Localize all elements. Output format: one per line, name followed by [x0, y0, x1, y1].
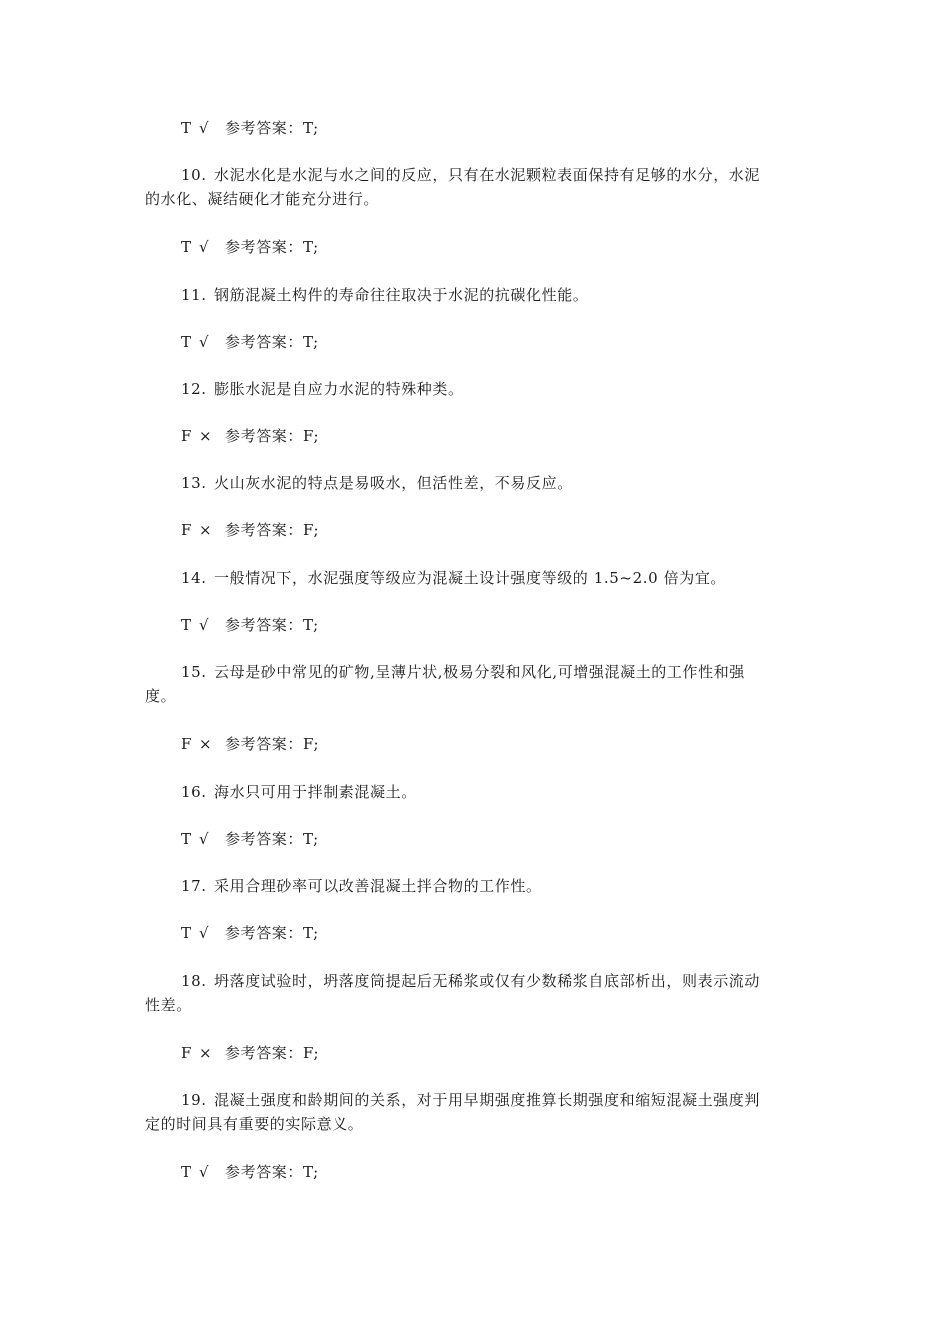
answer-choice: F: [181, 427, 193, 445]
question-16: [181, 781, 417, 803]
question-13: [181, 472, 573, 494]
answer-line: [181, 614, 319, 636]
question-18-continuation: 性差。: [145, 996, 192, 1014]
answer-line: [181, 733, 319, 755]
answer-mark: ×: [199, 735, 213, 753]
answer-line: [181, 1042, 319, 1064]
question-text: 海水只可用于拌制素混凝土。: [214, 783, 417, 801]
answer-choice: F: [181, 1044, 193, 1062]
answer-reference: 参考答案：T;: [225, 238, 319, 256]
question-17: [181, 875, 542, 897]
answer-mark: √: [199, 119, 210, 137]
answer-line: [181, 828, 319, 850]
question-10-continuation: 的水化、凝结硬化才能充分进行。: [145, 190, 380, 208]
question-number: 17.: [181, 877, 207, 895]
question-text: 一般情况下，水泥强度等级应为混凝土设计强度等级的 1.5~2.0 倍为宜。: [214, 569, 727, 587]
question-number: 15.: [181, 663, 207, 681]
question-text: 混凝土强度和龄期间的关系，对于用早期强度推算长期强度和缩短混凝土强度判: [214, 1091, 761, 1109]
question-15-continuation: 度。: [145, 687, 177, 705]
answer-line: [181, 117, 319, 139]
answer-reference: 参考答案：T;: [225, 333, 319, 351]
question-19: [181, 1089, 760, 1111]
question-number: 16.: [181, 783, 207, 801]
answer-reference: 参考答案：F;: [225, 735, 320, 753]
question-number: 14.: [181, 569, 207, 587]
answer-reference: 参考答案：F;: [225, 1044, 320, 1062]
answer-mark: ×: [199, 427, 213, 445]
question-text: 坍落度试验时，坍落度筒提起后无稀浆或仅有少数稀浆自底部析出，则表示流动: [214, 972, 761, 990]
answer-reference: 参考答案：T;: [225, 924, 319, 942]
question-number: 10.: [181, 166, 207, 184]
question-text: 钢筋混凝土构件的寿命往往取决于水泥的抗碳化性能。: [214, 286, 589, 304]
question-number: 13.: [181, 474, 207, 492]
answer-choice: T: [181, 830, 192, 848]
answer-choice: T: [181, 333, 192, 351]
answer-mark: √: [199, 333, 210, 351]
answer-line: [181, 519, 319, 541]
answer-mark: ×: [199, 521, 213, 539]
question-11: [181, 284, 588, 306]
answer-reference: 参考答案：F;: [225, 521, 320, 539]
question-number: 19.: [181, 1091, 207, 1109]
answer-mark: √: [199, 1163, 210, 1181]
question-text: 火山灰水泥的特点是易吸水，但活性差，不易反应。: [214, 474, 573, 492]
question-15: [181, 661, 745, 683]
answer-reference: 参考答案：T;: [225, 119, 319, 137]
question-number: 12.: [181, 380, 207, 398]
answer-reference: 参考答案：T;: [225, 830, 319, 848]
question-text: 膨胀水泥是自应力水泥的特殊种类。: [214, 380, 464, 398]
answer-choice: T: [181, 924, 192, 942]
question-number: 11.: [181, 286, 207, 304]
answer-line: [181, 236, 319, 258]
answer-line: [181, 922, 319, 944]
answer-choice: T: [181, 238, 192, 256]
answer-line: [181, 425, 319, 447]
question-10: [181, 164, 760, 186]
answer-choice: F: [181, 735, 193, 753]
question-14: [181, 567, 726, 589]
answer-line: [181, 1161, 319, 1183]
answer-reference: 参考答案：F;: [225, 427, 320, 445]
answer-choice: T: [181, 119, 192, 137]
answer-mark: √: [199, 924, 210, 942]
question-number: 18.: [181, 972, 207, 990]
question-18: [181, 970, 760, 992]
answer-mark: √: [199, 616, 210, 634]
question-12: [181, 378, 464, 400]
answer-choice: T: [181, 1163, 192, 1181]
answer-mark: √: [199, 830, 210, 848]
answer-reference: 参考答案：T;: [225, 616, 319, 634]
question-19-continuation: 定的时间具有重要的实际意义。: [145, 1115, 364, 1133]
question-text: 水泥水化是水泥与水之间的反应，只有在水泥颗粒表面保持有足够的水分，水泥: [214, 166, 761, 184]
answer-mark: ×: [199, 1044, 213, 1062]
answer-line: [181, 331, 319, 353]
answer-mark: √: [199, 238, 210, 256]
answer-choice: F: [181, 521, 193, 539]
answer-choice: T: [181, 616, 192, 634]
question-text: 采用合理砂率可以改善混凝土拌合物的工作性。: [214, 877, 542, 895]
question-text: 云母是砂中常见的矿物,呈薄片状,极易分裂和风化,可增强混凝土的工作性和强: [214, 663, 745, 681]
answer-reference: 参考答案：T;: [225, 1163, 319, 1181]
